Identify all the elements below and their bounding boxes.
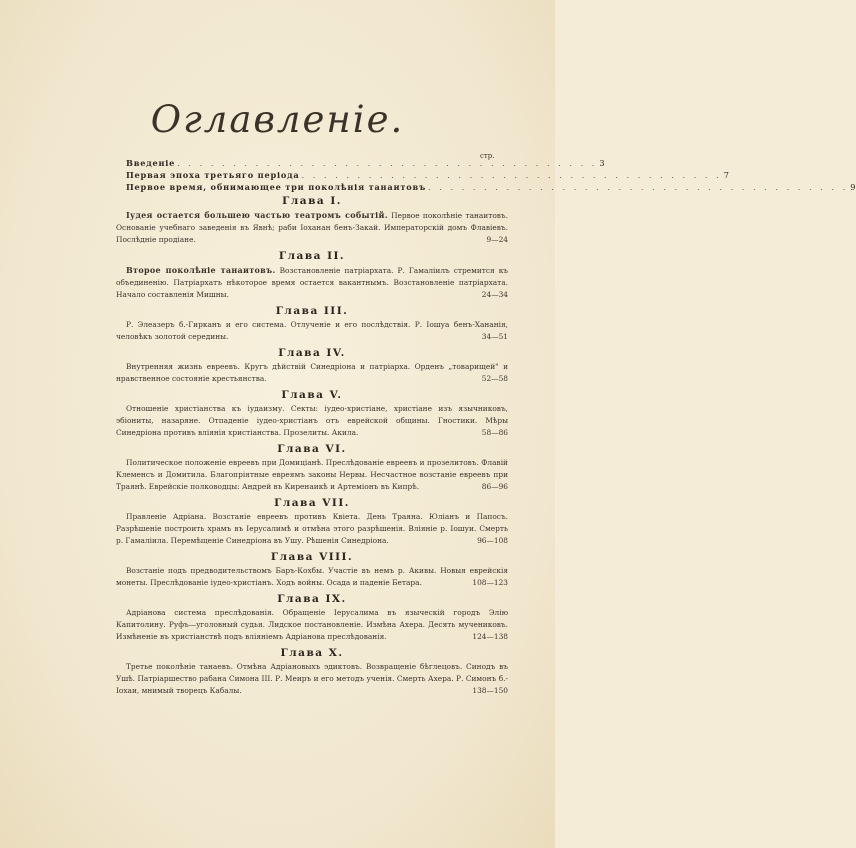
chapter-summary: [116, 457, 508, 493]
chapter-heading: Глава V.: [281, 389, 343, 401]
chapter-summary: [116, 661, 508, 697]
toc-entry-label: Первая эпоха третьяго періода: [126, 170, 300, 180]
page-title: Оглавленіе.: [150, 98, 405, 141]
toc-intro-row: [126, 170, 730, 182]
chapter-page-range: 96—108: [477, 536, 508, 545]
chapter-page-range: 86—96: [481, 482, 508, 491]
toc-intro-row: [126, 182, 856, 194]
toc-intro-row: [126, 158, 606, 170]
chapter-summary: [116, 264, 508, 301]
chapter-summary-text: Адріанова система преслѣдованія. Обращеніе Іерусалима въ языческій городъ Элію Капитолину. Руфъ—уголовный судья. Лидское постановленіе. Измѣна Ахера. Десять мучениковъ. Измѣненіе въ христіанствѣ подъ вліяніемъ Адріанова преслѣдованія.: [116, 608, 508, 641]
chapter-heading: Глава III.: [275, 305, 349, 317]
chapter-heading: Глава II.: [278, 250, 346, 262]
chapter-lead-phrase: Второе поколѣніе танаитовъ.: [126, 265, 276, 275]
chapter-heading: Глава I.: [282, 195, 342, 207]
page-column-label: стр.: [480, 152, 495, 160]
chapter-summary-text: Возстаніе подъ предводительствомъ Баръ-Кохбы. Участіе въ немъ р. Акивы. Новыя еврейскія монеты. Преслѣдованіе іудео-христіанъ. Ходъ войны. Осада и паденіе Бетара.: [116, 566, 508, 587]
leader-dots: . . . . . . . . . . . . . . . . . . . . . . . . . . . . . . . . . . . . . .: [177, 158, 598, 168]
chapter-heading: Глава VII.: [274, 497, 350, 509]
leader-dots: . . . . . . . . . . . . . . . . . . . . . . . . . . . . . . . . . . . . . .: [428, 182, 849, 192]
chapter-summary-text: Политическое положеніе евреевъ при Домиціанѣ. Преслѣдованіе евреевъ и прозелитовъ. Флавій Клеменсъ и Домитила. Благопріятные евреямъ законы Нервы. Несчастное возстаніе евреевъ при Траянѣ. Еврейскіе полководцы: Андрей въ Киренаикѣ и Артеміонъ въ Кипрѣ.: [116, 458, 508, 491]
chapter-page-range: 124—138: [472, 632, 508, 641]
chapter-summary-text: Р. Элеазеръ б.-Гирканъ и его система. Отлученіе и его послѣдствія. Р. Іошуа бенъ-Хананія, человѣкъ золотой середины.: [116, 320, 508, 341]
chapter-page-range: 138—150: [472, 686, 508, 695]
leader-dots: . . . . . . . . . . . . . . . . . . . . . . . . . . . . . . . . . . . . . .: [301, 170, 722, 180]
chapter-summary-text: Третье поколѣніе танаевъ. Отмѣна Адріановыхъ эдиктовъ. Возвращеніе бѣглецовъ. Синодъ въ Ушѣ. Патріаршество рабана Симона III. Р. Меиръ и его методъ ученія. Смерть Ахера. Р. Симонъ б.-Іохаи, мнимый творецъ Кабалы.: [116, 662, 508, 695]
intro-list: [126, 158, 856, 194]
chapter-page-range: 52—58: [481, 374, 508, 383]
chapter-page-range: 34—51: [481, 332, 508, 341]
chapter-heading: Глава X.: [280, 647, 344, 659]
chapter-page-range: 108—123: [472, 578, 508, 587]
chapter-summary: [116, 565, 508, 589]
chapter-summary-text: Внутренняя жизнь евреевъ. Кругъ дѣйствій Синедріона и патріарха. Орденъ „товарищей" и нравственное состояніе крестьянства.: [116, 362, 508, 383]
chapter-heading: Глава IX.: [277, 593, 347, 605]
chapter-page-range: 58—86: [481, 428, 508, 437]
toc-page-number: 3: [599, 158, 606, 168]
chapter-summary: [116, 607, 508, 643]
chapter-summary-text: Отношеніе христіанства къ іудаизму. Секты: іудео-христіане, христіане изъ язычниковъ, эбіониты, назаряне. Отпаденіе іудео-христіанъ отъ еврейской общины. Гностики. Мѣры Синедріона противъ вліянія христіанства. Прозелиты. Акила.: [116, 404, 508, 437]
chapter-summary: [116, 403, 508, 439]
chapter-page-range: 24—34: [481, 290, 508, 299]
toc-page-number: 9: [850, 182, 856, 192]
chapter-summary-text: Возстановленіе патріархата. Р. Гамаліилъ стремится къ объединенію. Патріархатъ нѣкоторое время остается вакантнымъ. Возстановленіе патріархата. Начало составленія Мишны.: [116, 266, 509, 299]
toc-entry-label: Первое время, обнимающее три поколѣнія танаитовъ: [126, 182, 427, 192]
chapter-summary: [116, 511, 508, 547]
chapter-summary: [116, 209, 508, 246]
chapter-list: [116, 194, 508, 700]
chapter-heading: Глава IV.: [278, 347, 346, 359]
chapter-heading: Глава VI.: [277, 443, 347, 455]
chapter-summary: [116, 361, 508, 385]
toc-entry-label: Введеніе: [126, 158, 176, 168]
chapter-heading: Глава VIII.: [270, 551, 354, 563]
chapter-summary-text: Правленіе Адріана. Возстаніе евреевъ противъ Квіета. День Траяна. Юліанъ и Папосъ. Разрѣшеніе построить храмъ въ Іерусалимѣ и отмѣна этого разрѣшенія. Вліяніе р. Іошуи. Смерть р. Гамаліила. Перемѣщеніе Синедріона въ Ушу. Рѣшенія Синедріона.: [116, 512, 508, 545]
chapter-summary-text: Первое поколѣніе танаитовъ. Основаніе учебнаго заведенія въ Явнѣ; раби Іоханан бенъ-Закай. Императорскій домъ Флавіевъ. Послѣдніе продіане.: [116, 211, 508, 244]
chapter-page-range: 9—24: [486, 235, 508, 244]
toc-page-number: 7: [723, 170, 730, 180]
chapter-summary: [116, 319, 508, 343]
chapter-lead-phrase: Іудея остается большею частью театромъ событій.: [126, 210, 388, 220]
